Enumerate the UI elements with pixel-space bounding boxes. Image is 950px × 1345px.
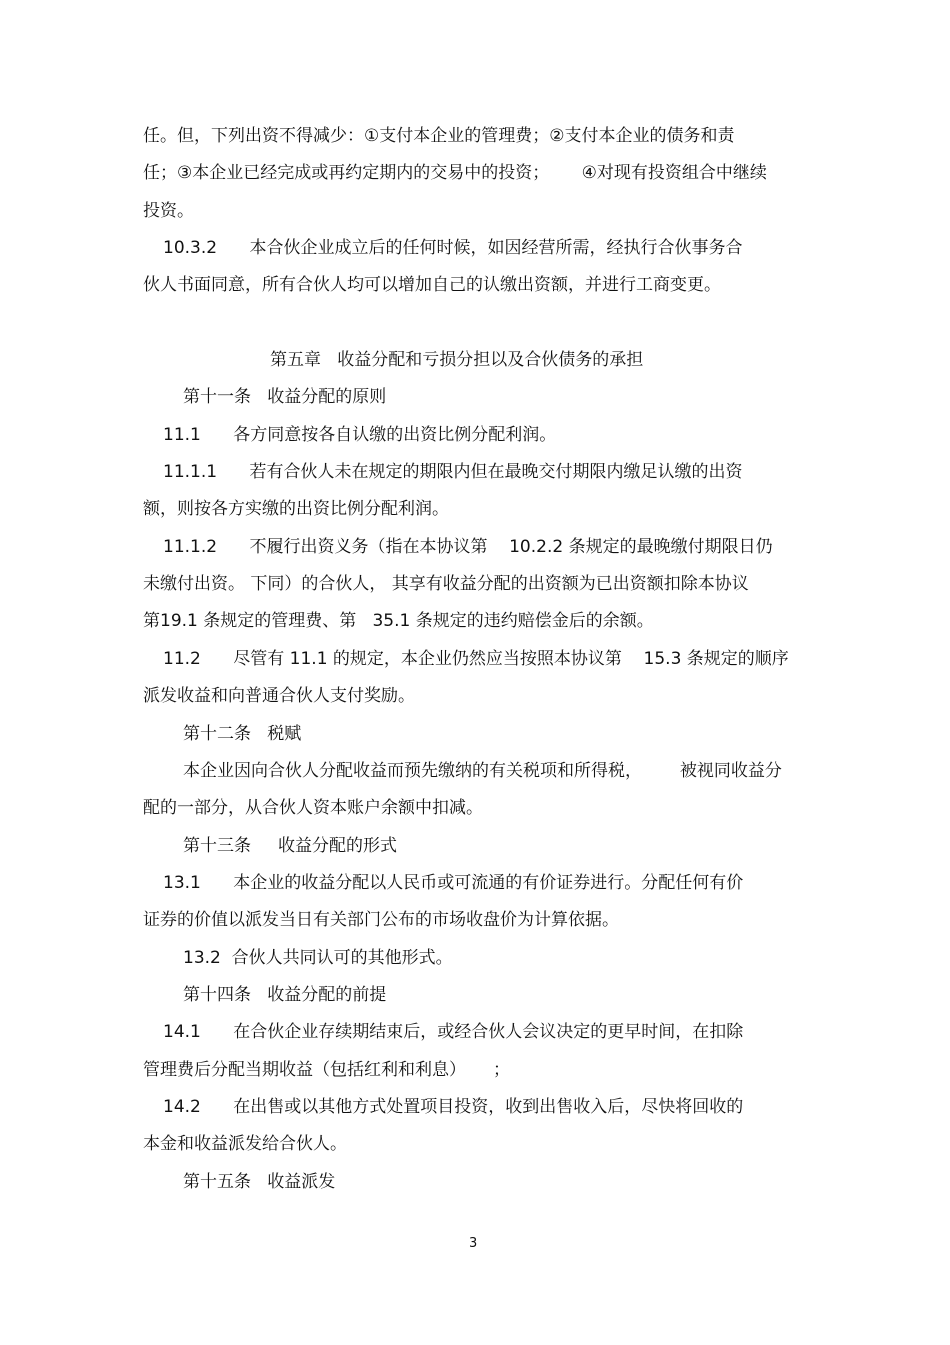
text-line: 13.1 本企业的收益分配以人民币或可流通的有价证券进行。分配任何有价 [163,873,744,893]
text-line: 证券的价值以派发当日有关部门公布的市场收盘价为计算依据。 [143,910,619,930]
text-line: 11.1 各方同意按各自认缴的出资比例分配利润。 [163,425,557,445]
text-line: 任；③本企业已经完成或再约定期内的交易中的投资； ④对现有投资组合中继续 [143,163,767,183]
text-line: 11.1.2 不履行出资义务（指在本协议第 10.2.2 条规定的最晚缴付期限日仍 [163,537,773,557]
text-line: 任。但，下列出资不得减少：①支付本企业的管理费；②支付本企业的债务和责 [143,126,735,146]
text-line: 额，则按各方实缴的出资比例分配利润。 [143,499,449,519]
text-line: 伙人书面同意，所有合伙人均可以增加自己的认缴出资额，并进行工商变更。 [143,275,721,295]
text-line: 管理费后分配当期收益（包括红利和利息） ； [143,1060,511,1080]
text-line: 未缴付出资。 下同）的合伙人， 其享有收益分配的出资额为已出资额扣除本协议 [143,574,749,594]
text-line: 10.3.2 本合伙企业成立后的任何时候，如因经营所需，经执行合伙事务合 [163,238,743,258]
text-line: 11.2 尽管有 11.1 的规定，本企业仍然应当按照本协议第 15.3 条规定的顺序 [163,649,789,669]
text-line: 第19.1 条规定的管理费、第 35.1 条规定的违约赔偿金后的余额。 [143,611,654,631]
text-line: 14.1 在合伙企业存续期结束后，或经合伙人会议决定的更早时间，在扣除 [163,1022,744,1042]
chapter-heading: 第五章 收益分配和亏损分担以及合伙债务的承担 [270,350,644,370]
article-heading: 第十五条 收益派发 [183,1172,336,1192]
text-line: 13.2 合伙人共同认可的其他形式。 [183,948,453,968]
article-heading: 第十一条 收益分配的原则 [183,387,387,407]
text-line: 派发收益和向普通合伙人支付奖励。 [143,686,415,706]
article-heading: 第十二条 税赋 [183,724,302,744]
text-line: 投资。 [143,201,194,221]
text-line: 本金和收益派发给合伙人。 [143,1134,347,1154]
page-number: 3 [469,1236,478,1251]
article-heading: 第十三条 收益分配的形式 [183,836,398,856]
text-line: 14.2 在出售或以其他方式处置项目投资，收到出售收入后，尽快将回收的 [163,1097,744,1117]
text-line: 11.1.1 若有合伙人未在规定的期限内但在最晚交付期限内缴足认缴的出资 [163,462,743,482]
text-line: 本企业因向合伙人分配收益而预先缴纳的有关税项和所得税， 被视同收益分 [183,761,782,781]
article-heading: 第十四条 收益分配的前提 [183,985,387,1005]
text-line: 配的一部分，从合伙人资本账户余额中扣减。 [143,798,483,818]
